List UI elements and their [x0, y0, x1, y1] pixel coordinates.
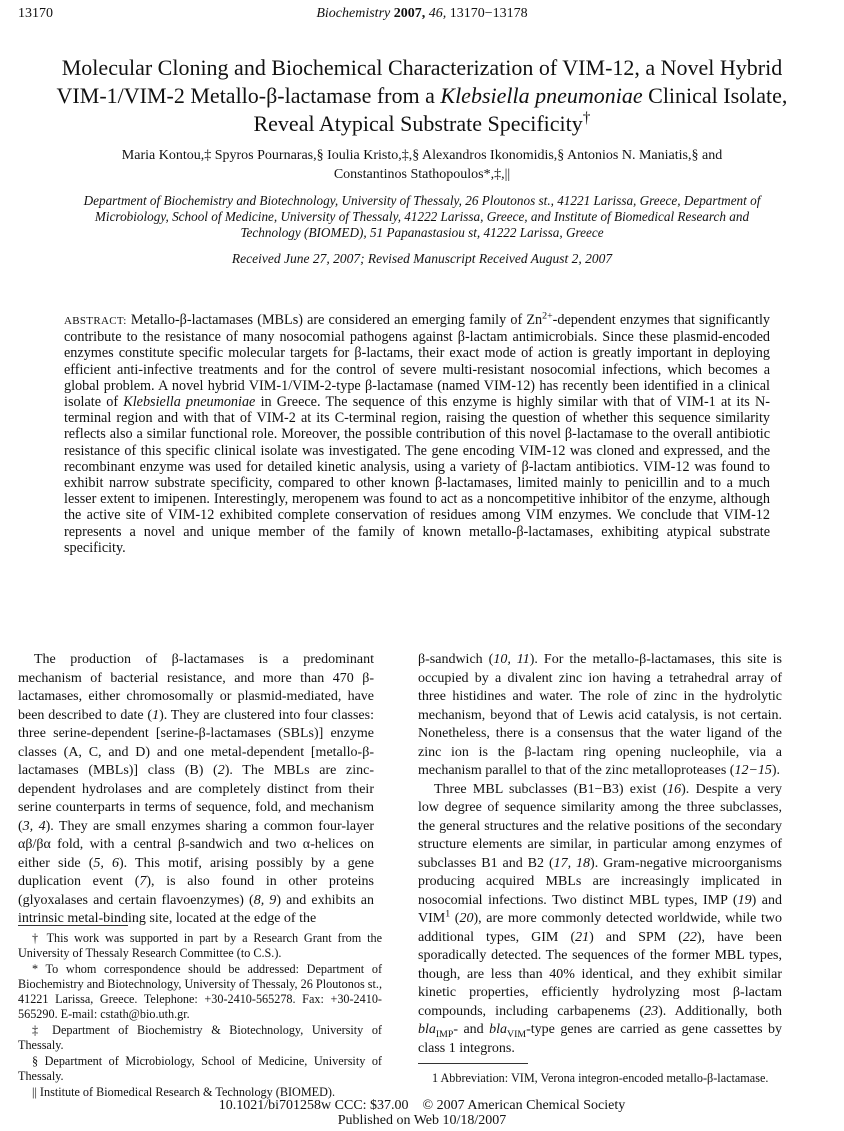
author-list [20, 146, 824, 184]
intro-paragraph-1-cont: β-sandwich (10, 11). For the metallo-β-lactamases, this site is occupied by a divalent zinc ion having a tetrahedral array of three histidines and water. The role of zinc in the hydrolytic mechanism, beyond that of Lewis acid catalysis, is not certain. Nonetheless, there is a consensus that the water ligand of the zinc ion is the β-lactam ring opening nucleophile, via a mechanism parallel to that of the zinc metalloproteases (12−15). [418, 652, 782, 778]
footnotes-right [418, 1071, 782, 1086]
footnote-affil-microbio: § Department of Microbiology, School of Medicine, University of Thessaly. [18, 1054, 382, 1083]
page-footer [0, 1098, 844, 1128]
footnote-abbreviation: 1 Abbreviation: VIM, Verona integron-encoded metallo-β-lactamase. [432, 1071, 769, 1085]
page-number: 13170 [18, 6, 53, 21]
footnote-rule-left [18, 925, 128, 926]
abstract: ABSTRACT: Metallo-β-lactamases (MBLs) are considered an emerging family of $Zn^{2+}$-dependent enzymes that significantly contribute to the resistance of many nosocomial pathogens against β-lactam antimicrobials. Since these plasmid-encoded enzymes constitute specific molecular targets for β-lactams, their exact mode of action is greatly important in deploying efficient anti-infective treatments and for the control of severe multi-resistant nosocomial infections, which becomes a global problem. A novel hybrid VIM-1/VIM-2-type β-lactamase (named VIM-12) has recently been identified in a clinical isolate of Klebsiella pneumoniae in Greece. The sequence of this enzyme is highly similar with that of VIM-1 at its N-terminal region and with that of VIM-2 at its C-terminal region, raising the question of whether this sequence similarity reflects also a similar functional role. Moreover, the possible contribution of this novel β-lactamase to the overall antibiotic resistance of this specific clinical isolate was investigated. The gene encoding VIM-12 was cloned and expressed, and the recombinant enzyme was used for detailed kinetic analysis, using a variety of β-lactam antibiotics. VIM-12 was found to exhibit narrow substrate specificity, compared to other known β-lactamases, limited mainly to penicillin and to a much lesser extent to imipenen. Interestingly, meropenem was found to act as a noncompetitive inhibitor of the enzyme, although the active site of VIM-12 exhibited complete conservation of residues among VIM enzymes. We conclude that VIM-12 represents a novel and unique member of the family of known metallo-β-lactamases, exhibiting atypical substrate specificity. [64, 310, 770, 556]
journal-year: 2007, [393, 6, 426, 21]
title-line-2: VIM-1/VIM-2 Metallo-β-lactamase from a Klebsiella pneumoniae Clinical Isolate, [56, 83, 788, 108]
authors-line-2: Constantinos Stathopoulos*,‡,|| [333, 167, 511, 182]
article-title [20, 54, 824, 138]
footnote-affil-biomed: || Institute of Biomedical Research & Technology (BIOMED). [32, 1085, 336, 1099]
journal-pages: 13170−13178 [449, 6, 528, 21]
authors-line-1: Maria Kontou,‡ Spyros Pournaras,§ Ioulia Kristo,‡,§ Alexandros Ikonomidis,§ Antonios N. Maniatis,§ and [121, 148, 723, 163]
affiliation-line-3: Technology (BIOMED), 51 Papanastasiou st, 41222 Larissa, Greece [240, 225, 604, 240]
affiliation-line-1: Department of Biochemistry and Biotechnology, University of Thessaly, 26 Ploutonos st., 41221 Larissa, Greece, Department of [83, 193, 761, 208]
abstract-label: ABSTRACT: [64, 315, 127, 327]
body-column-right [418, 651, 782, 1058]
footnotes-left [18, 931, 382, 1101]
footer-published: Published on Web 10/18/2007 [337, 1113, 507, 1128]
running-header [0, 6, 844, 22]
received-dates: Received June 27, 2007; Revised Manuscript Received August 2, 2007 [231, 251, 613, 266]
footnote-funding: † This work was supported in part by a Research Grant from the University of Thessaly Research Committee (to C.S.). [18, 931, 382, 960]
footnote-correspondence: * To whom correspondence should be addressed: Department of Biochemistry and Biotechnology, University of Thessaly, 26 Ploutonos st., 41221 Larissa, Greece. Telephone: +30-2410-565278. Fax: +30-2410-565290. E-mail: cstath@bio.uth.gr. [18, 962, 382, 1021]
body-column-left [18, 651, 374, 929]
affiliations [18, 193, 826, 241]
intro-paragraph-2: Three MBL subclasses (B1−B3) exist (16). Despite a very low degree of sequence similarity among the three subclasses, the general structures and the relative positions of the secondary structure elements are similar, in particular among enzymes of subclasses B1 and B2 (17, 18). Gram-negative microorganisms producing acquired MBLs are increasingly implicated in nosocomial infections. Two distinct MBL types, IMP (19) and VIM$^1$ (20), are more commonly detected worldwide, while two additional types, GIM (21) and SPM (22), have been sporadically detected. The sequences of the former MBL types, though, are less than 40% identical, and they exhibit similar kinetic properties, efficiently hydrolyzing most β-lactam compounds, including carbapenems (23). Additionally, both bla$_{IMP}$- and bla$_{VIM}$-type genes are carried as gene cassettes by class 1 integrons. [418, 781, 782, 1056]
footnote-rule-right [418, 1063, 528, 1064]
title-line-3: Reveal Atypical Substrate Specificity† [253, 109, 591, 136]
affiliation-line-2: Microbiology, School of Medicine, University of Thessaly, 41222 Larissa, Greece, and Institute of Biomedical Research and [94, 209, 750, 224]
journal-volume: 46, [428, 6, 447, 21]
footer-doi-copyright: 10.1021/bi701258w CCC: $37.00 © 2007 American Chemical Society [218, 1098, 626, 1113]
footnote-affil-biochem: ‡ Department of Biochemistry & Biotechnology, University of Thessaly. [18, 1023, 382, 1052]
intro-paragraph-1: The production of β-lactamases is a predominant mechanism of bacterial resistance, and more than 470 β-lactamases, either chromosomally or plasmid-mediated, have been described to date (1). They are clustered into four classes: three serine-dependent [serine-β-lactamases (SBLs)] enzyme classes (A, C, and D) and one metal-dependent [metallo-β-lactamases (MBLs)] class (B) (2). The MBLs are zinc-dependent hydrolases and are completely distinct from their serine counterparts in terms of sequence, fold, and mechanism (3, 4). They are small enzymes sharing a common four-layer αβ/βα fold, with a central β-sandwich and two α-helices on either side (5, 6). This motif, arising possibly by a gene duplication event (7), is also found in other proteins (glyoxalases and certain flavoenzymes) (8, 9) and exhibits an intrinsic metal-binding site, located at the edge of the [18, 652, 375, 926]
title-line-1: Molecular Cloning and Biochemical Characterization of VIM-12, a Novel Hybrid [61, 55, 783, 80]
journal-name: Biochemistry [316, 6, 391, 21]
